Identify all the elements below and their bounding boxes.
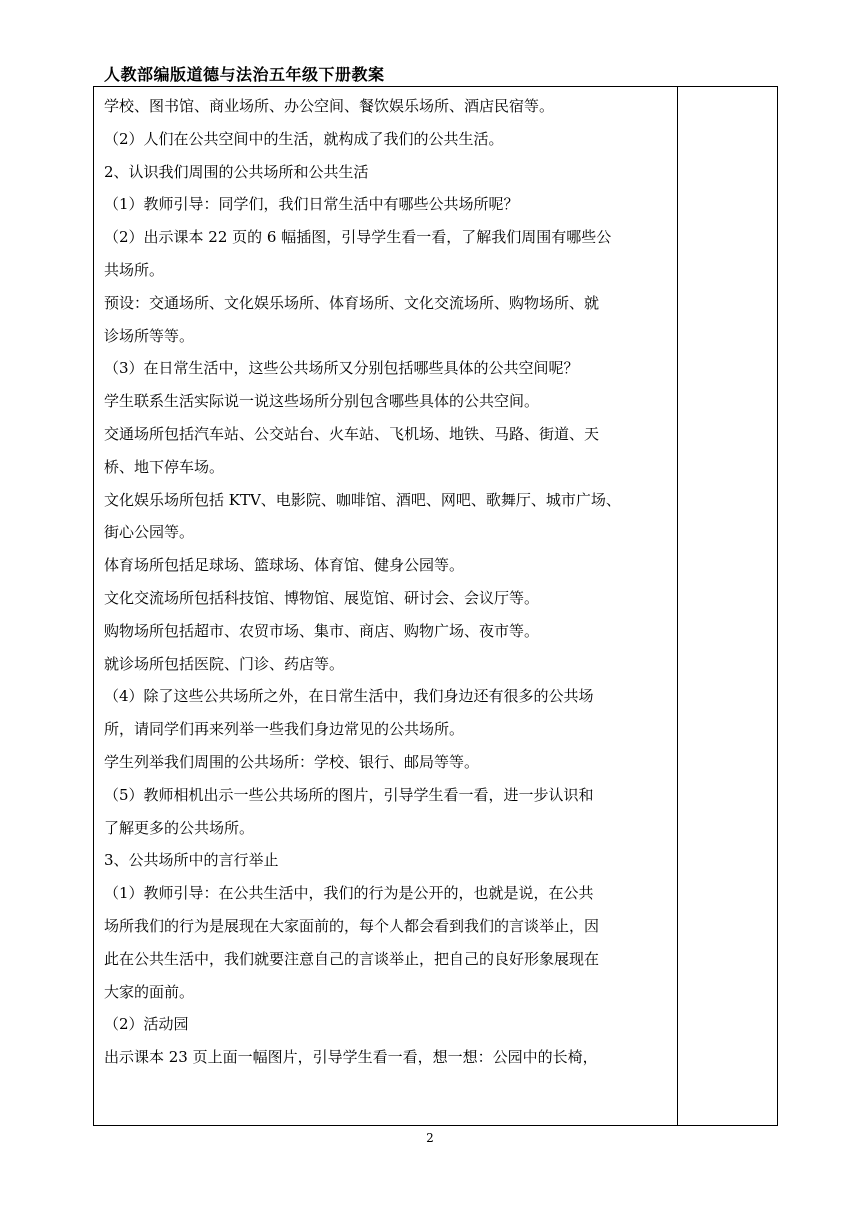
text-line: （1）教师引导：在公共生活中，我们的行为是公开的，也就是说，在公共 [104, 884, 594, 903]
text-line: 文化娱乐场所包括 KTV、电影院、咖啡馆、酒吧、网吧、歌舞厅、城市广场、 [104, 490, 621, 509]
text-line: 场所我们的行为是展现在大家面前的，每个人都会看到我们的言谈举止，因 [104, 916, 600, 935]
text-line: 大家的面前。 [104, 982, 195, 1001]
text-line: 此在公共生活中，我们就要注意自己的言谈举止，把自己的良好形象展现在 [104, 949, 600, 968]
text-line: 诊场所等等。 [104, 326, 195, 345]
text-line: 购物场所包括超市、农贸市场、集市、商店、购物广场、夜市等。 [104, 621, 540, 640]
section-heading: 3、公共场所中的言行举止 [104, 851, 279, 870]
text-line: 文化交流场所包括科技馆、博物馆、展览馆、研讨会、会议厅等。 [104, 588, 540, 607]
text-line: 所，请同学们再来列举一些我们身边常见的公共场所。 [104, 720, 465, 739]
text-line: 桥、地下停车场。 [104, 457, 225, 476]
text-line: 了解更多的公共场所。 [104, 818, 255, 837]
text-line: （2）活动园 [104, 1015, 189, 1034]
text-line: 共场所。 [104, 260, 165, 279]
text-line: 街心公园等。 [104, 523, 195, 542]
text-line: 学校、图书馆、商业场所、办公空间、餐饮娱乐场所、酒店民宿等。 [104, 97, 555, 115]
text-line: （1）教师引导：同学们，我们日常生活中有哪些公共场所呢？ [104, 195, 519, 214]
text-line: （4）除了这些公共场所之外，在日常生活中，我们身边还有很多的公共场 [104, 687, 594, 706]
text-line: 预设：交通场所、文化娱乐场所、体育场所、文化交流场所、购物场所、就 [104, 293, 600, 312]
text-line: 学生列举我们周围的公共场所：学校、银行、邮局等等。 [104, 752, 480, 771]
text-line: 体育场所包括足球场、篮球场、体育馆、健身公园等。 [104, 556, 465, 575]
table-column-divider [677, 86, 678, 1126]
text-line: 出示课本 23 页上面一幅图片，引导学生看一看，想一想：公园中的长椅， [104, 1048, 598, 1067]
text-line: （2）人们在公共空间中的生活，就构成了我们的公共生活。 [104, 129, 504, 148]
section-heading: 2、认识我们周围的公共场所和公共生活 [104, 162, 369, 181]
page-number: 2 [426, 1131, 434, 1145]
text-line: 学生联系生活实际说一说这些场所分别包含哪些具体的公共空间。 [104, 392, 540, 411]
text-line: （2）出示课本 22 页的 6 幅插图，引导学生看一看，了解我们周围有哪些公 [104, 228, 612, 247]
document-header-title: 人教部编版道德与法治五年级下册教案 [104, 65, 385, 84]
text-line: 交通场所包括汽车站、公交站台、火车站、飞机场、地铁、马路、街道、天 [104, 424, 600, 443]
text-line: （3）在日常生活中，这些公共场所又分别包括哪些具体的公共空间呢？ [104, 359, 579, 378]
text-line: 就诊场所包括医院、门诊、药店等。 [104, 654, 345, 673]
text-line: （5）教师相机出示一些公共场所的图片，引导学生看一看，进一步认识和 [104, 785, 594, 804]
lesson-content-cell [104, 90, 670, 1074]
